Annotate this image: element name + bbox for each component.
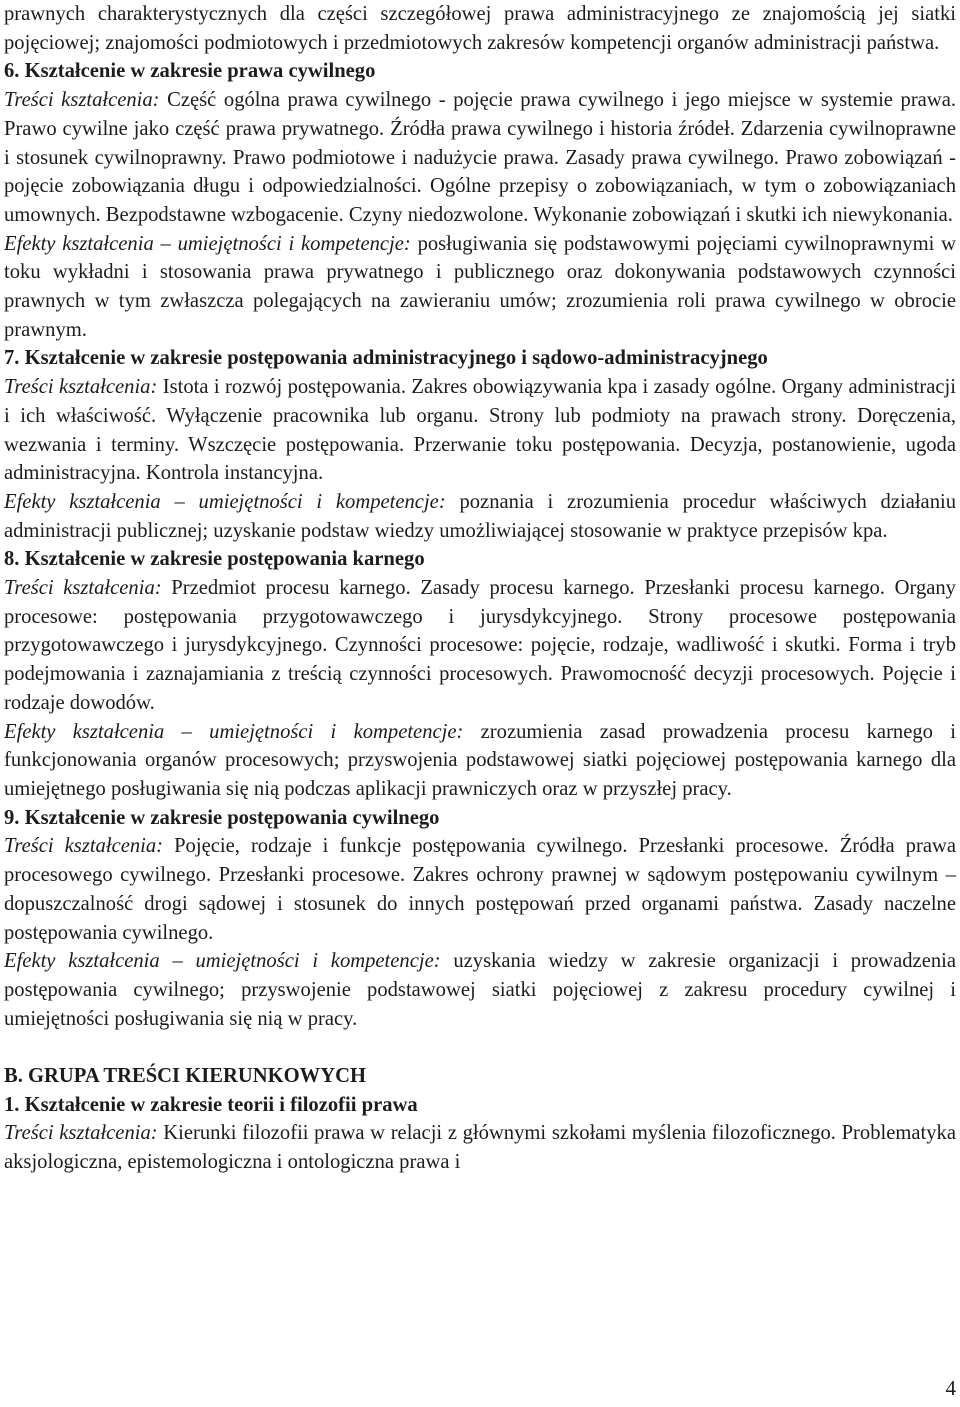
efekty-paragraph xyxy=(4,488,956,545)
section-9 xyxy=(4,804,956,1034)
tresci-paragraph xyxy=(4,373,956,488)
tresci-text: Istota i rozwój postępowania. Zakres obowiązywania kpa i zasady ogólne. Organy administracji i ich właściwość. Wyłączenie pracownika lub organu. Strony lub podmioty na prawach strony. Doręczenia, wezwania i terminy. Wszczęcie postępowania. Przerwanie toku postępowania. Decyzja, postanowienie, ugoda administracyjna. Kontrola instancyjna. xyxy=(4,376,956,485)
tresci-text: Przedmiot procesu karnego. Zasady procesu karnego. Przesłanki procesu karnego. Organy procesowe: postępowania przygotowawczego i jurysdykcyjnego. Strony procesowe postępowania przygotowawczego i jurysdykcyjnego. Czynności procesowe: pojęcie, rodzaje, wadliwość i skutki. Forma i tryb podejmowania i zaznajamiania z treścią czynności procesowych. Prawomocność decyzji procesowych. Pojęcie i rodzaje dowodów. xyxy=(4,577,956,714)
tresci-label: Treści kształcenia: xyxy=(4,577,162,600)
tresci-label: Treści kształcenia: xyxy=(4,89,160,112)
tresci-label: Treści kształcenia: xyxy=(4,376,158,399)
intro-paragraph: prawnych charakterystycznych dla części szczegółowej prawa administracyjnego ze znajomością jej siatki pojęciowej; znajomości podmiotowych i przedmiotowych zakresów kompetencji organów administracji państwa. xyxy=(4,3,956,54)
section-b1 xyxy=(4,1091,956,1177)
efekty-label: Efekty kształcenia – umiejętności i kompetencje: xyxy=(4,720,464,743)
tresci-paragraph xyxy=(4,86,956,230)
tresci-text: Pojęcie, rodzaje i funkcje postępowania cywilnego. Przesłanki procesowe. Źródła prawa procesowego cywilnego. Przesłanki procesowe. Zakres ochrony prawnej w sądowym postępowaniu cywilnym – dopuszczalność drogi sądowej i stosunek do innych postępowań przed organami państwa. Zasady naczelne postępowania cywilnego. xyxy=(4,835,956,944)
tresci-paragraph xyxy=(4,832,956,947)
section-heading: 1. Kształcenie w zakresie teorii i filozofii prawa xyxy=(4,1093,418,1116)
section-heading: 7. Kształcenie w zakresie postępowania administracyjnego i sądowo-administracyjnego xyxy=(4,347,768,370)
document-page xyxy=(4,0,956,1177)
page-number: 4 xyxy=(945,1376,956,1400)
section-7 xyxy=(4,344,956,545)
efekty-text: poznania i zrozumienia procedur właściwych działaniu administracji publicznej; uzyskanie podstaw wiedzy umożliwiającej stosowanie w praktyce przepisów kpa. xyxy=(4,490,957,542)
efekty-paragraph xyxy=(4,230,956,345)
efekty-label: Efekty kształcenia – umiejętności i kompetencje: xyxy=(4,950,441,973)
tresci-label: Treści kształcenia: xyxy=(4,1122,158,1145)
section-heading: 6. Kształcenie w zakresie prawa cywilnego xyxy=(4,60,376,83)
section-6 xyxy=(4,57,956,344)
efekty-text: zrozumienia zasad prowadzenia procesu karnego i funkcjonowania organów procesowych; przyswojenia podstawowej siatki pojęciowej postępowania karnego dla umiejętnego posługiwania się nią podczas aplikacji prawniczych oraz w przyszłej pracy. xyxy=(4,720,956,800)
efekty-paragraph xyxy=(4,718,956,804)
efekty-text: posługiwania się podstawowymi pojęciami cywilnoprawnymi w toku wykładni i stosowania prawa prywatnego i publicznego oraz dokonywania podstawowych czynności prawnych w tym zwłaszcza polegających na zawieraniu umów; zrozumienia roli prawa cywilnego w obrocie prawnym. xyxy=(4,232,956,341)
group-heading: B. GRUPA TREŚCI KIERUNKOWYCH xyxy=(4,1065,366,1087)
tresci-paragraph xyxy=(4,1119,956,1176)
efekty-paragraph xyxy=(4,947,956,1033)
efekty-label: Efekty kształcenia – umiejętności i kompetencje: xyxy=(4,232,411,255)
section-heading: 8. Kształcenie w zakresie postępowania karnego xyxy=(4,548,425,571)
tresci-text: Część ogólna prawa cywilnego - pojęcie prawa cywilnego i jego miejsce w systemie prawa. Prawo cywilne jako część prawa prywatnego. Źródła prawa cywilnego i historia źródeł. Zdarzenia cywilnoprawne i stosunek cywilnoprawny. Prawo podmiotowe i nadużycie prawa. Zasady prawa cywilnego. Prawo zobowiązań - pojęcie zobowiązania długu i odpowiedzialności. Ogólne przepisy o zobowiązaniach, w tym o zobowiązaniach umownych. Bezpodstawne wzbogacenie. Czyny niedozwolone. Wykonanie zobowiązań i skutki ich niewykonania. xyxy=(4,89,956,226)
efekty-label: Efekty kształcenia – umiejętności i kompetencje: xyxy=(4,490,446,513)
efekty-text: uzyskania wiedzy w zakresie organizacji i prowadzenia postępowania cywilnego; przyswojenie podstawowej siatki pojęciowej z zakresu procedury cywilnej i umiejętności posługiwania się nią w pracy. xyxy=(4,950,957,1030)
section-8 xyxy=(4,545,956,803)
blank-line xyxy=(4,1033,956,1062)
tresci-paragraph xyxy=(4,574,956,718)
section-heading: 9. Kształcenie w zakresie postępowania cywilnego xyxy=(4,806,440,829)
tresci-label: Treści kształcenia: xyxy=(4,835,164,858)
tresci-text: Kierunki filozofii prawa w relacji z głównymi szkołami myślenia filozoficznego. Problematyka aksjologiczna, epistemologiczna i ontologiczna prawa i xyxy=(4,1122,956,1174)
